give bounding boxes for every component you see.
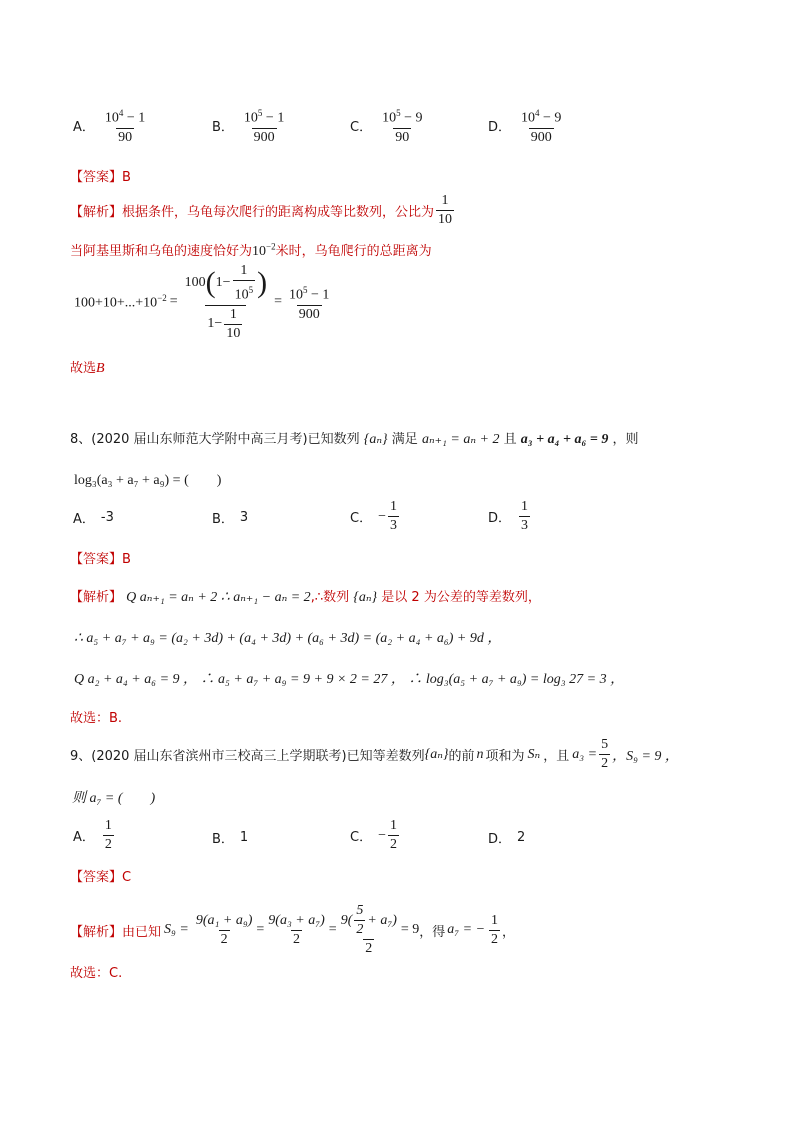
option-label: D． xyxy=(488,511,512,526)
analysis-math xyxy=(126,590,311,605)
option-text: 3 xyxy=(239,510,249,525)
den: 900 xyxy=(298,306,320,322)
num: 1 xyxy=(229,306,237,322)
den: 2 xyxy=(601,756,609,771)
conclusion-text: 故选 xyxy=(70,361,97,376)
q8-option-b xyxy=(212,508,248,527)
q9-conclusion: 故选：C. xyxy=(70,966,123,981)
answer-tag: 【答案】 xyxy=(70,870,123,885)
seq-symbol: {aₙ} xyxy=(363,432,388,447)
num-post: + a₇) xyxy=(367,912,397,928)
answer-tag: 【答案】 xyxy=(70,552,123,567)
option-label: A． xyxy=(73,119,95,135)
answer-value: B xyxy=(122,170,131,185)
speed-base: 10 xyxy=(252,244,267,259)
q8-option-d xyxy=(488,498,532,535)
speed-value xyxy=(252,241,276,259)
num-exp: 5 xyxy=(396,108,401,118)
num: 5 xyxy=(356,903,364,918)
analysis-text: 根据条件，乌龟每次爬行的距离构成等比数列，公比为 xyxy=(122,205,435,220)
fraction-2 xyxy=(266,912,327,949)
num-base: 10 xyxy=(104,110,119,126)
fraction-1 xyxy=(194,912,255,949)
inner-fraction xyxy=(354,902,365,939)
analysis-text: ，得 xyxy=(419,924,446,940)
option-label: C． xyxy=(350,830,373,845)
num-post: − 9 xyxy=(539,110,562,126)
recurrence: aₙ₊₁ = aₙ + 2 xyxy=(421,432,500,447)
option-fraction xyxy=(388,817,399,854)
num: 1 xyxy=(104,818,112,833)
num-base: 10 xyxy=(243,110,258,126)
q7-answer xyxy=(70,166,131,185)
den: 2 xyxy=(356,922,364,937)
stem-text: 8、(2020 届山东师范大学附中高三月考)已知数列 xyxy=(70,432,360,447)
q7-option-a xyxy=(73,104,149,147)
option-label: B． xyxy=(212,832,234,847)
q8-option-c xyxy=(350,498,401,535)
punctuation: ， xyxy=(502,924,516,940)
option-fraction xyxy=(519,104,563,147)
q9-option-b xyxy=(212,828,248,847)
num-base: 10 xyxy=(521,110,536,126)
num-post: − 1 xyxy=(123,110,146,126)
den: 3 xyxy=(389,518,397,533)
q8-conclusion: 故选：B. xyxy=(70,711,123,726)
den: 900 xyxy=(253,129,275,145)
den-text: 1− xyxy=(207,316,223,332)
ratio-fraction xyxy=(436,192,454,229)
option-label: D． xyxy=(488,832,512,847)
num-post: − 9 xyxy=(400,110,423,126)
num-base: 10 xyxy=(288,287,303,303)
q7-sum-formula: $100+10+...+10^{-2}$ = 100 ( 1− $\frac{1}{10^5}$ ) 1− $\frac{1}{10}$ = $\frac{10^5 - 1}{900}$ xyxy=(74,263,330,341)
option-text: -3 xyxy=(100,510,114,525)
q9-option-d xyxy=(488,828,525,847)
num-exp: 4 xyxy=(535,108,540,118)
den: 3 xyxy=(521,518,529,533)
eq-tail: = 9 xyxy=(400,922,420,937)
q9-answer xyxy=(70,866,131,885)
analysis-text: 米时，乌龟爬行的总距离为 xyxy=(275,244,432,259)
sum-lhs-text: 100+10+...+10 xyxy=(74,295,158,311)
q8-stem xyxy=(70,428,638,448)
num: 1 xyxy=(240,263,248,278)
answer-value: B xyxy=(122,552,131,567)
q8-answer xyxy=(70,548,131,567)
analysis-tag: 【解析】 xyxy=(70,590,123,605)
q7-analysis-line2 xyxy=(70,240,432,260)
stem-text: 且 xyxy=(503,432,517,447)
num-exp: 5 xyxy=(302,285,308,295)
speed-exp: −2 xyxy=(266,241,276,252)
q9-stem xyxy=(70,736,679,773)
stem-text: ，且 xyxy=(543,749,570,764)
analysis-text: 是以 xyxy=(381,590,408,605)
inner-fraction xyxy=(233,262,256,305)
analysis-tag: 【解析】 xyxy=(70,205,123,220)
s9-condition: ，S₉ = 9 ， xyxy=(612,748,679,764)
result-fraction xyxy=(287,281,331,324)
num: 9(a₁ + a₉) xyxy=(195,912,253,928)
stem-text: 9、(2020 届山东省滨州市三校高三上学期联考)已知等差数列 xyxy=(70,749,425,764)
stem-text: ，则 xyxy=(612,432,639,447)
num: 1 xyxy=(491,912,499,928)
a3-lhs: a₃ = xyxy=(572,746,598,762)
analysis-text: 为公差的等差数列， xyxy=(423,590,541,605)
option-label: B． xyxy=(212,512,234,527)
option-sign: − xyxy=(378,508,386,524)
q8-question: log₃(a₃ + a₇ + a₉) = ( ) xyxy=(74,473,222,488)
num: 1 xyxy=(521,499,529,514)
var-s: Sₙ xyxy=(527,747,541,762)
den: 10 xyxy=(226,325,241,341)
coef: 100 xyxy=(184,275,206,291)
option-fraction xyxy=(103,817,114,854)
q7-analysis-line1 xyxy=(70,192,456,229)
s9-lhs: S₉ = xyxy=(164,922,189,937)
num: 1 xyxy=(389,818,397,833)
stem-text: 的前 xyxy=(448,749,475,764)
math-part: Q a xyxy=(126,590,147,605)
option-label: A． xyxy=(73,512,95,527)
q7-option-d xyxy=(488,104,565,147)
option-text: 2 xyxy=(517,830,526,845)
sum-lhs-exp: −2 xyxy=(157,293,167,303)
den-exp: 5 xyxy=(248,285,254,295)
den: 2 xyxy=(220,931,228,947)
num-pre: 9( xyxy=(340,912,353,928)
den: 2 xyxy=(365,941,373,956)
num: 1 xyxy=(389,499,397,514)
stem-text: 项和为 xyxy=(485,749,525,764)
q7-conclusion xyxy=(70,357,105,377)
option-fraction xyxy=(388,498,399,535)
q8-analysis-line2: ∴ a₅ + a₇ + a₉ = (a₂ + 3d) + (a₄ + 3d) + (a₆ + 3d) = (a₂ + a₄ + a₆) + 9d ， xyxy=(74,631,502,646)
a3-fraction xyxy=(599,736,610,773)
q9-option-c xyxy=(350,817,401,854)
analysis-text: 由已知 xyxy=(122,924,162,940)
den: 2 xyxy=(389,837,397,852)
q8-analysis-line1 xyxy=(70,586,541,606)
den: 10 xyxy=(438,212,453,227)
a7-fraction xyxy=(489,912,500,949)
stem-text: 满足 xyxy=(391,432,418,447)
condition: a₃ + a₄ + a₆ = 9 xyxy=(520,432,609,447)
seq-symbol: {aₙ} xyxy=(353,590,378,605)
option-fraction xyxy=(519,498,530,535)
q7-option-b xyxy=(212,104,288,147)
sum-lhs xyxy=(74,293,167,312)
math-part: ₙ₊₁ = aₙ + 2 ∴ aₙ₊₁ − aₙ = 2 xyxy=(146,590,311,605)
den: 2 xyxy=(293,931,301,947)
option-sign: − xyxy=(378,827,386,843)
den: 2 xyxy=(104,837,112,852)
num-post: − 1 xyxy=(262,110,285,126)
num-post: − 1 xyxy=(307,287,330,303)
a7-lhs: a₇ = − xyxy=(447,922,486,937)
answer-value: C xyxy=(122,870,132,885)
q9-question: 则 a₇ = ( ) xyxy=(72,791,156,806)
q8-option-a xyxy=(73,508,114,527)
num: 9(a₃ + a₇) xyxy=(268,912,325,928)
option-label: C． xyxy=(350,511,373,526)
analysis-number: 2 xyxy=(411,590,420,605)
den-base: 10 xyxy=(234,287,249,303)
den: 90 xyxy=(395,129,410,145)
q8-analysis-line3: Q a₂ + a₄ + a₆ = 9 ， ∴ a₅ + a₇ + a₉ = 9 + 9 × 2 = 27 ， ∴ log₃(a₅ + a₇ + a₉) = log₃ 27 = 3 ， xyxy=(74,672,625,687)
num: 1 xyxy=(441,193,449,208)
q7-option-c xyxy=(350,104,426,147)
option-label: B． xyxy=(212,119,234,135)
den: 2 xyxy=(491,931,499,947)
option-fraction xyxy=(103,104,147,147)
den: 900 xyxy=(530,129,552,145)
num-exp: 5 xyxy=(257,108,263,118)
num-exp: 4 xyxy=(118,108,124,118)
option-label: C． xyxy=(350,119,373,135)
seq-symbol: {aₙ} xyxy=(424,747,449,762)
analysis-tag: 【解析】 xyxy=(70,924,123,940)
q9-analysis: 【解析】 由已知 S₉ = $\frac{\text{9(a₁ + a₉)}}{2}$ = $\frac{\text{9(a₃ + a₇)}}{2}$ = 9( $\frac{5}{2}$ + a₇) 2 = 9 ，得 a₇ = − $\frac{1}{2}$ ， xyxy=(70,903,516,956)
fraction-3 xyxy=(339,902,399,958)
q9-option-a xyxy=(73,817,116,854)
den: 90 xyxy=(118,129,133,145)
option-fraction xyxy=(380,104,424,147)
option-label: D． xyxy=(488,119,512,135)
big-fraction: 100 ( 1− $\frac{1}{10^5}$ ) 1− $\frac{1}{10}$ xyxy=(184,263,268,341)
var-n: n xyxy=(476,746,484,762)
num: 5 xyxy=(601,737,609,752)
option-fraction xyxy=(242,104,286,147)
conclusion-var: B xyxy=(96,361,105,376)
analysis-text: ,∴数列 xyxy=(310,590,350,605)
num-base: 10 xyxy=(382,110,397,126)
option-label: A． xyxy=(73,830,95,845)
answer-tag: 【答案】 xyxy=(70,170,123,185)
inner-fraction xyxy=(224,306,242,343)
analysis-text: 当阿基里斯和乌龟的速度恰好为 xyxy=(70,244,253,259)
option-text: 1 xyxy=(239,830,249,845)
